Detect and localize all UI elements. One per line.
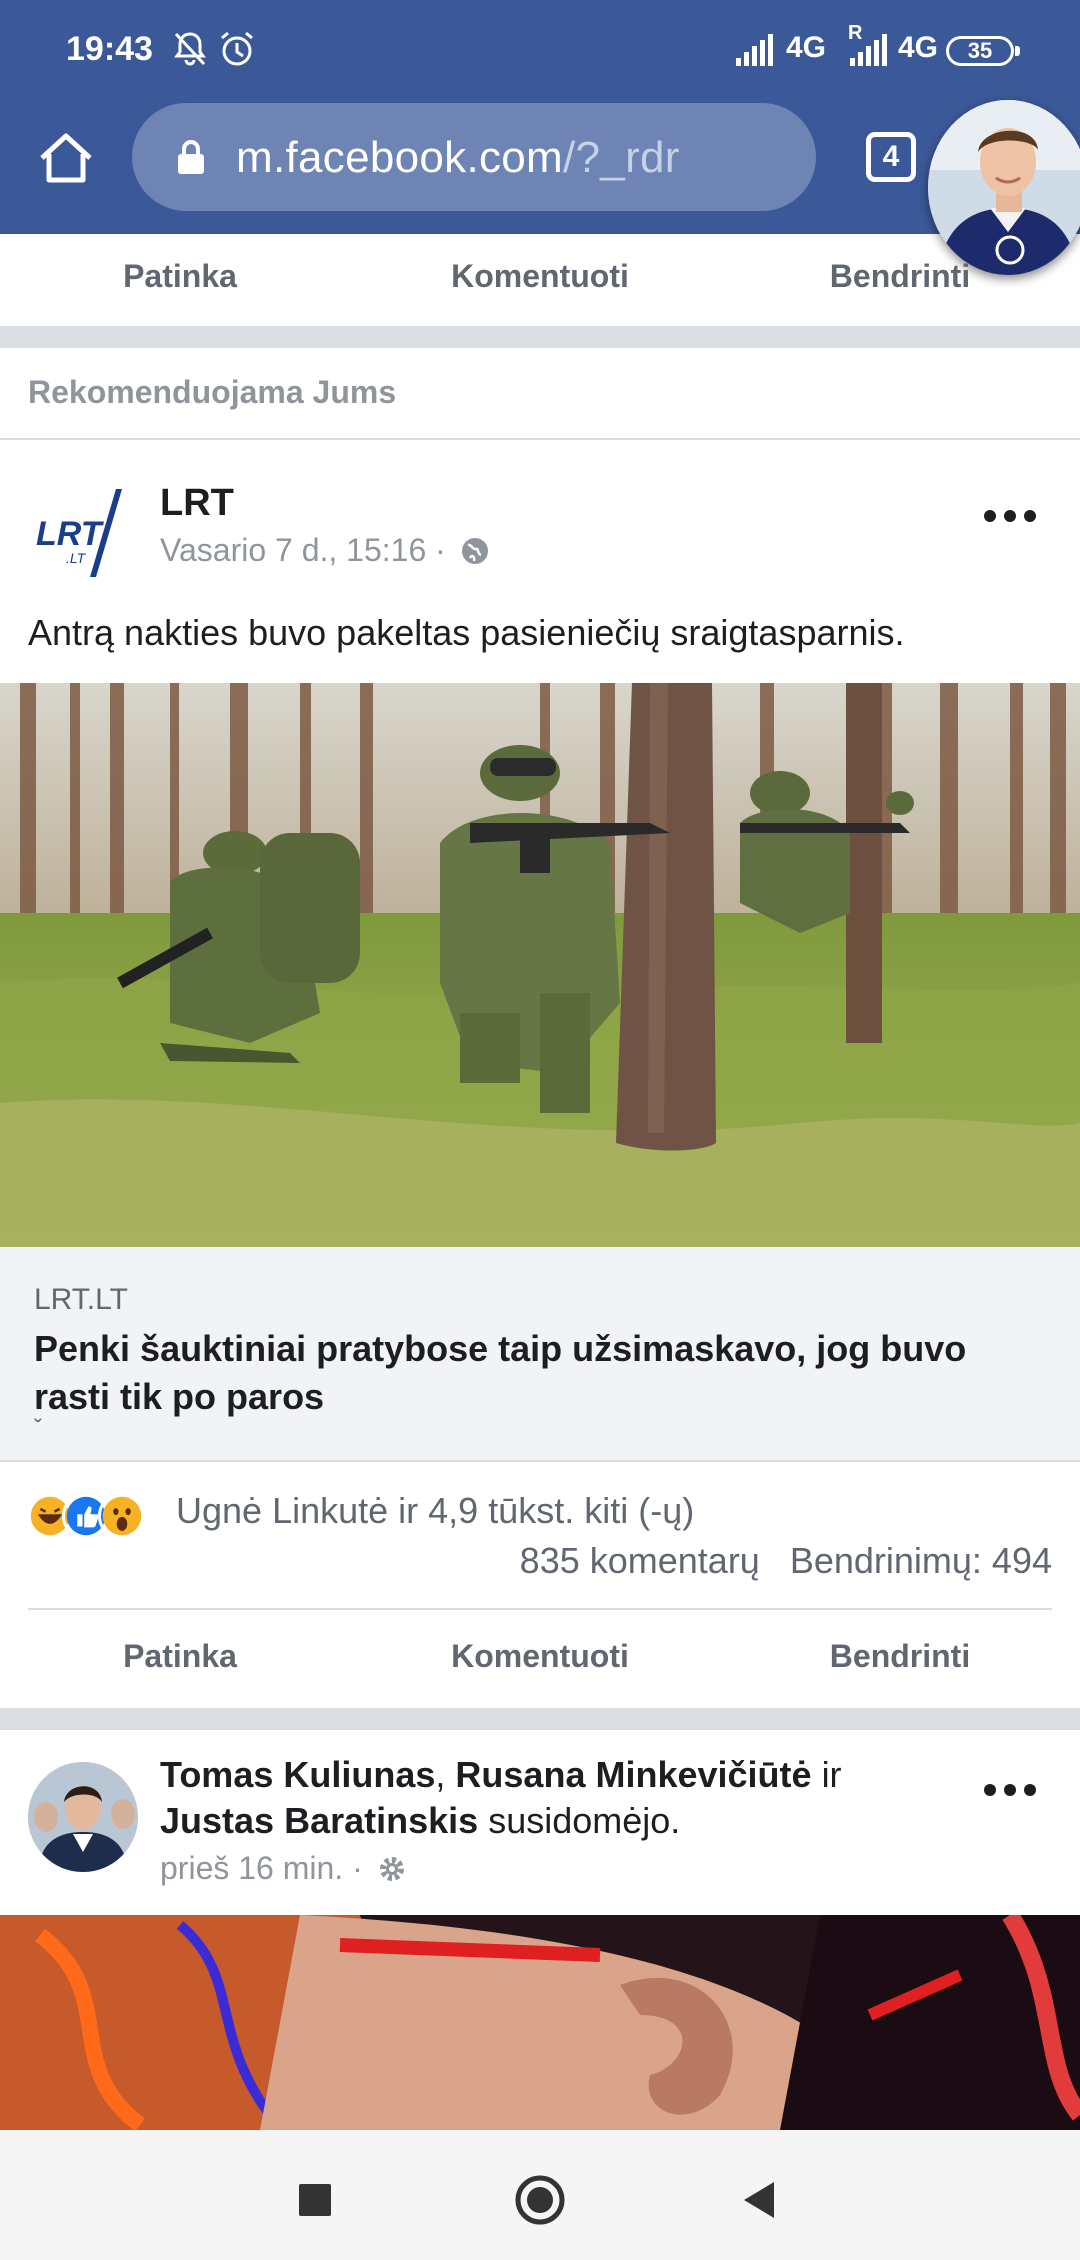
signal-icon xyxy=(850,34,890,66)
status-time: 19:43 xyxy=(66,30,153,68)
tabs-icon[interactable]: 4 xyxy=(866,132,916,182)
signal-icon xyxy=(736,34,776,66)
browser-header xyxy=(0,0,1080,234)
alarm-icon xyxy=(218,30,256,68)
more-options-icon[interactable] xyxy=(978,1770,1042,1810)
story-time[interactable]: prieš 16 min. · xyxy=(160,1850,363,1886)
share-button[interactable]: Bendrinti xyxy=(829,258,971,294)
lock-icon xyxy=(176,139,206,175)
story-person-1[interactable]: Tomas Kuliunas xyxy=(160,1754,436,1795)
story-person-2[interactable]: Rusana Minkevičiūtė xyxy=(455,1754,812,1795)
battery-icon: 35 xyxy=(946,36,1014,66)
reactions-summary[interactable]: Ugnė Linkutė ir 4,9 tūkst. kiti (-ų) xyxy=(176,1490,695,1531)
expand-chevron-icon[interactable]: ˇ xyxy=(34,1415,42,1442)
story-meta xyxy=(160,1850,407,1887)
comments-count[interactable]: 835 komentarų xyxy=(519,1540,760,1581)
comment-button[interactable]: Komentuoti xyxy=(451,258,629,294)
engagement-counts xyxy=(520,1540,1052,1582)
lrt-logo[interactable] xyxy=(30,483,130,583)
recents-icon[interactable] xyxy=(285,2170,345,2230)
divider xyxy=(0,438,1080,440)
post-image[interactable] xyxy=(0,683,1080,1247)
story-avatar[interactable] xyxy=(28,1762,138,1872)
more-options-icon[interactable] xyxy=(978,496,1042,536)
post-text: Antrą nakties buvo pakeltas pasieniečių sraigtasparnis. xyxy=(28,612,905,653)
story-verb: susidomėjo. xyxy=(488,1800,681,1841)
roaming-indicator: R xyxy=(848,22,863,44)
home-circle-icon[interactable] xyxy=(510,2170,570,2230)
like-button[interactable]: Patinka xyxy=(123,258,237,294)
status-bar xyxy=(0,0,1080,100)
globe-icon xyxy=(460,536,490,566)
post-date[interactable]: Vasario 7 d., 15:16 · xyxy=(160,532,446,568)
url-bar[interactable] xyxy=(132,103,816,211)
shares-count[interactable]: Bendrinimų: 494 xyxy=(789,1540,1052,1581)
url-text xyxy=(236,133,680,183)
post-meta xyxy=(160,532,490,569)
back-icon[interactable] xyxy=(730,2170,790,2230)
recommended-label: Rekomenduojama Jums xyxy=(28,374,397,410)
reaction-icons[interactable] xyxy=(26,1492,134,1540)
post-actions xyxy=(0,1610,1080,1702)
comment-button[interactable]: Komentuoti xyxy=(451,1638,629,1674)
story-and: ir xyxy=(821,1754,842,1795)
network-type-1: 4G xyxy=(786,31,827,64)
feed-separator xyxy=(0,326,1080,348)
home-icon[interactable] xyxy=(36,128,96,188)
url-domain: m.facebook.com xyxy=(236,133,564,182)
system-nav-bar xyxy=(0,2130,1080,2260)
share-button[interactable]: Bendrinti xyxy=(829,1638,971,1674)
bell-off-icon xyxy=(172,30,208,68)
link-domain: LRT.LT xyxy=(34,1283,128,1316)
prev-post-actions xyxy=(0,230,1080,322)
story-comma: , xyxy=(435,1754,446,1795)
link-title: Penki šauktiniai pratybose taip užsimaskavo, jog buvo rasti tik po paros xyxy=(34,1328,967,1417)
svg-text:.LT: .LT xyxy=(66,550,86,566)
story-person-3[interactable]: Justas Baratinskis xyxy=(160,1800,479,1841)
feed-separator xyxy=(0,1708,1080,1730)
gear-icon xyxy=(377,1854,407,1884)
post-author[interactable]: LRT xyxy=(160,482,234,524)
network-type-2: 4G xyxy=(898,31,939,64)
like-button[interactable]: Patinka xyxy=(123,1638,237,1674)
link-preview[interactable] xyxy=(0,1247,1080,1462)
svg-text:LRT: LRT xyxy=(36,515,102,553)
wow-reaction-icon xyxy=(98,1492,146,1540)
story-header xyxy=(160,1752,960,1844)
url-path: /?_rdr xyxy=(563,133,680,182)
story-image[interactable] xyxy=(0,1915,1080,2130)
